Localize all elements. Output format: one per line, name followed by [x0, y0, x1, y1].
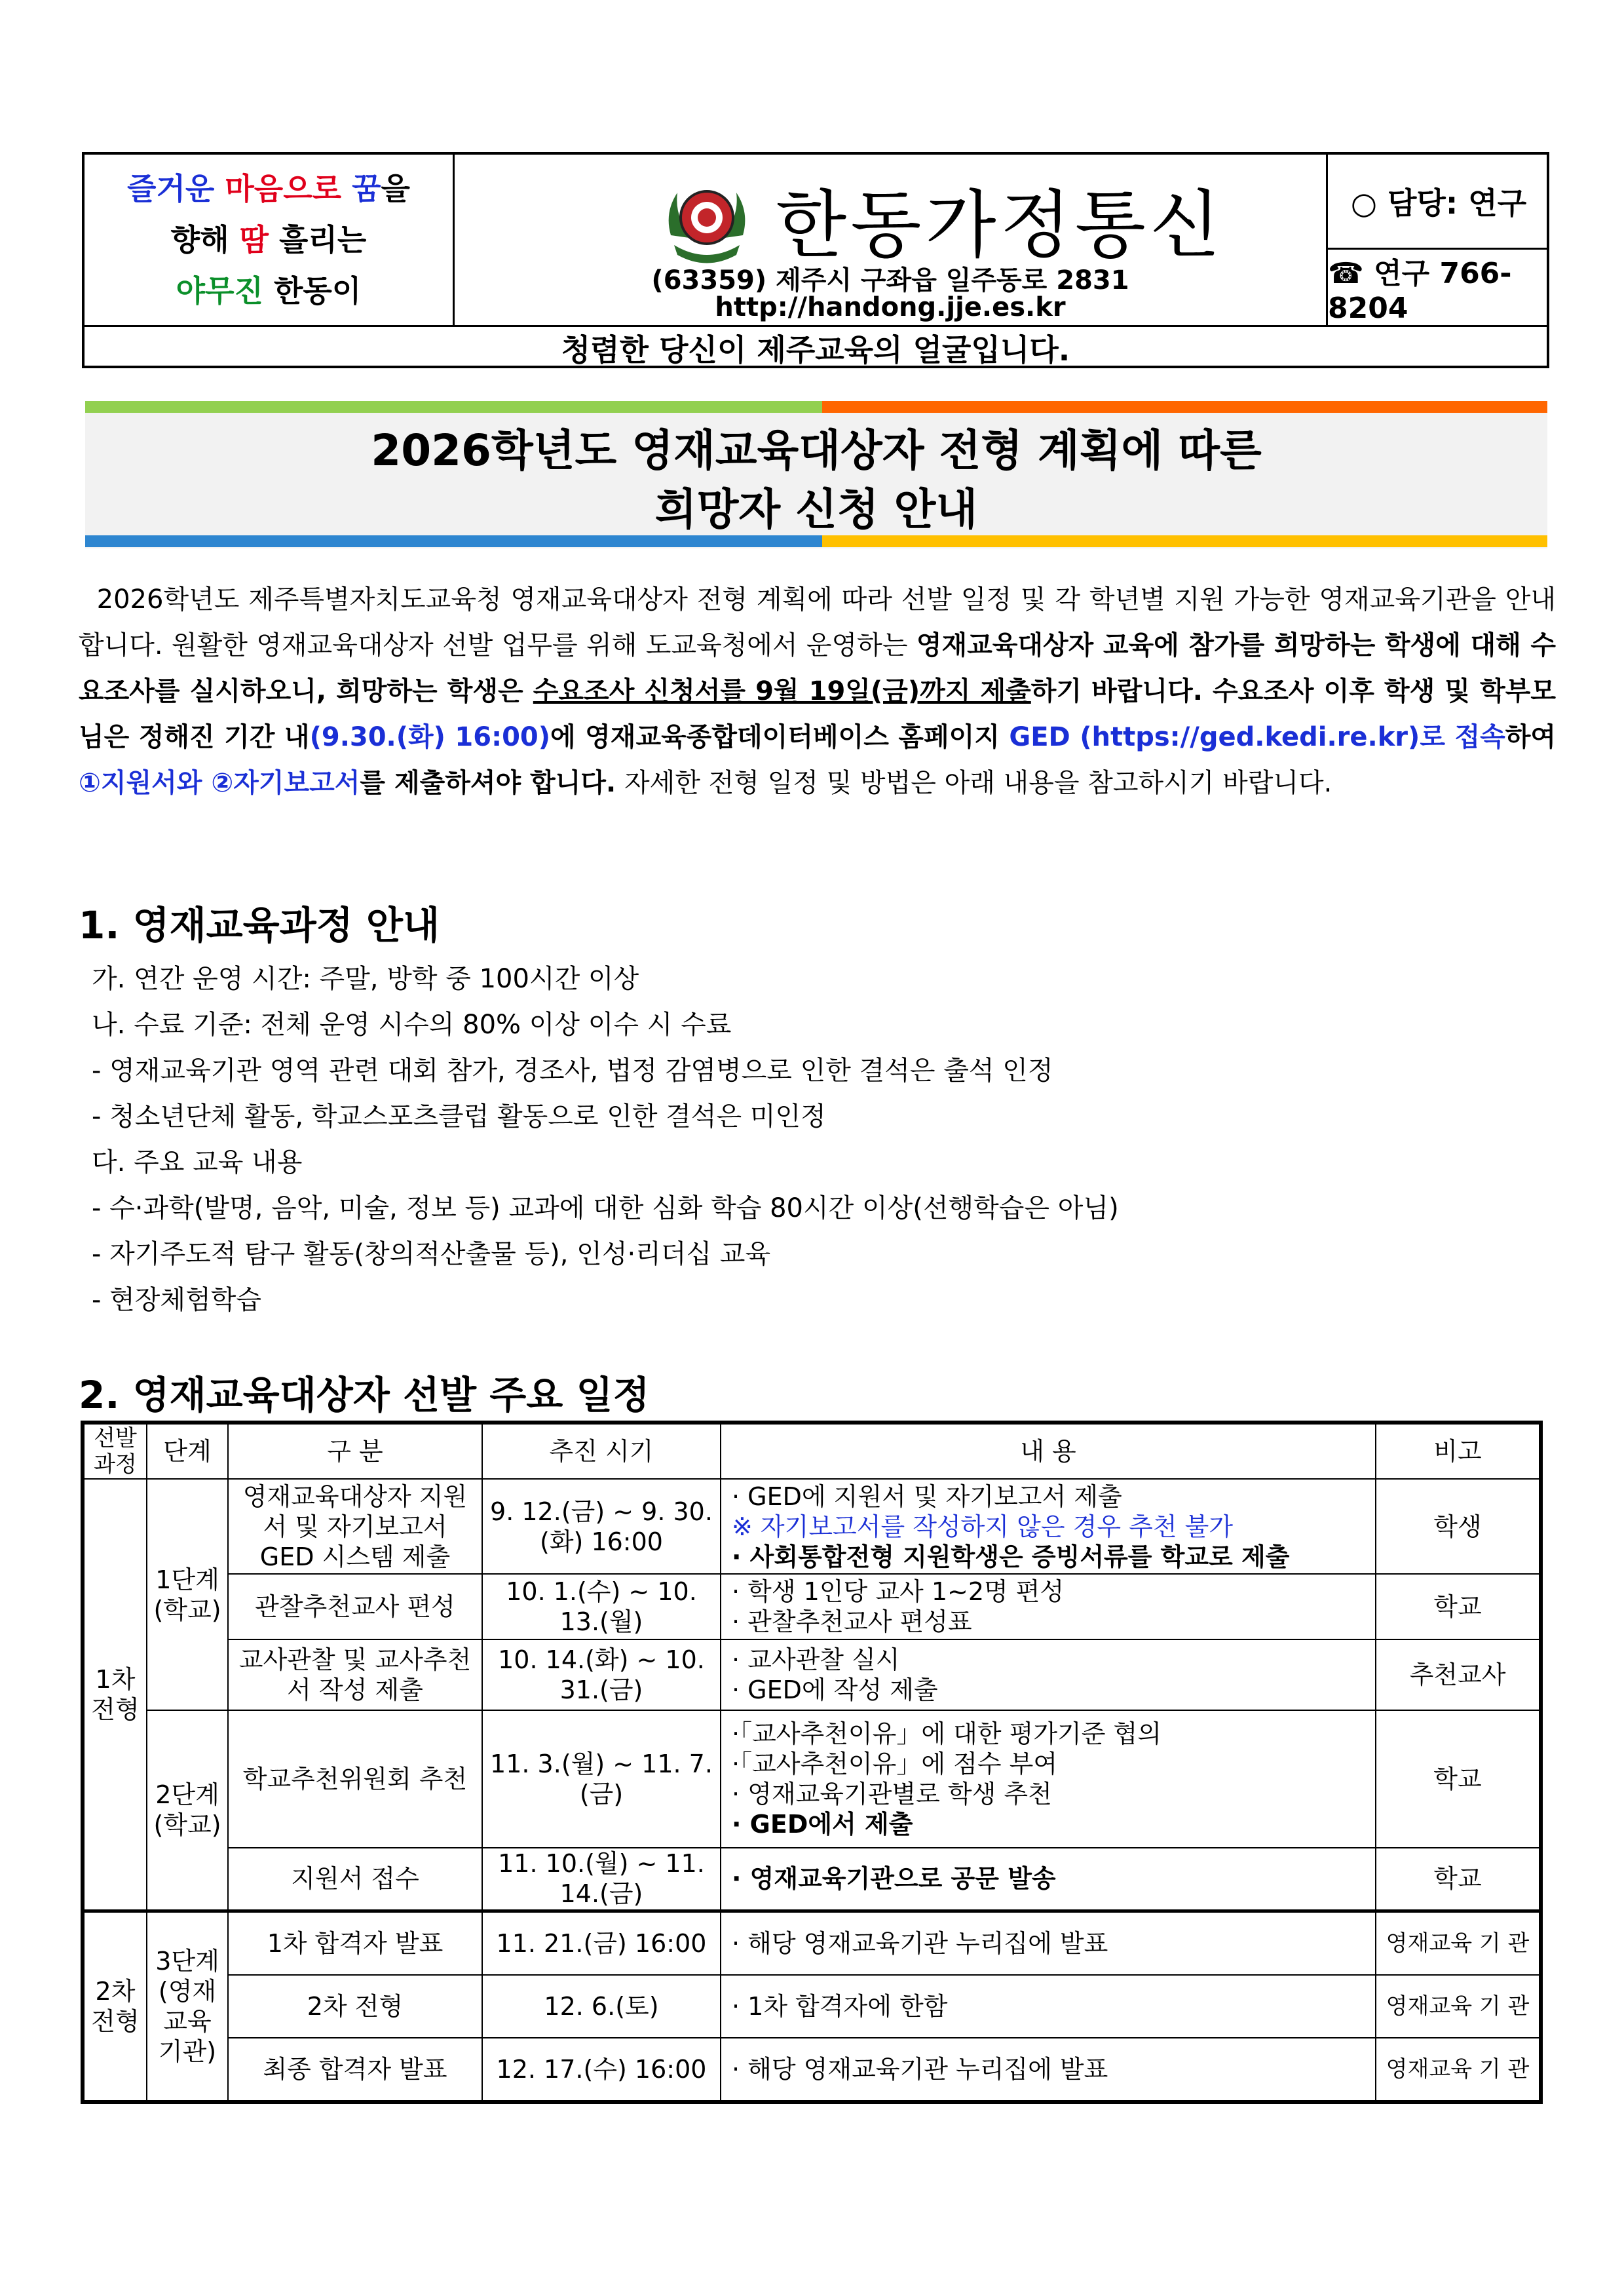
- content-line: · GED에 작성 제출: [732, 1675, 938, 1704]
- newsletter-masthead: [455, 155, 1326, 325]
- intro-text: 자세한 전형 일정 및 방법은 아래 내용을 참고하시기 바랍니다.: [616, 768, 1332, 798]
- note-cell: 추천교사: [1376, 1639, 1539, 1710]
- slogan-line-3: [176, 265, 362, 316]
- content-line: ·「교사추천이유」에 점수 부여: [732, 1750, 1058, 1778]
- section-1-item: 나. 수료 기준: 전체 운영 시수의 80% 이상 이수 시 수료: [92, 1010, 732, 1040]
- intro-deadline-time: (9.30.(화) 16:00): [309, 722, 551, 752]
- section-2-heading: 2. 영재교육대상자 선발 주요 일정: [79, 1373, 650, 1417]
- ged-link[interactable]: GED (https://ged.kedi.re.kr)로 접속: [1009, 722, 1505, 752]
- stage-cell: 1단계 (학교): [147, 1479, 228, 1710]
- period-cell: 11. 21.(금) 16:00: [482, 1911, 721, 1975]
- period-cell: 11. 10.(월) ~ 11. 14.(금): [482, 1848, 721, 1911]
- category-cell: 2차 전형: [228, 1975, 482, 2038]
- content-cell: · 해당 영재교육기관 누리집에 발표: [721, 1911, 1376, 1975]
- section-1-heading: 1. 영재교육과정 안내: [79, 903, 440, 947]
- category-cell: 관찰추천교사 편성: [228, 1574, 482, 1639]
- contact-box: [1326, 155, 1549, 325]
- section-1-item: 다. 주요 교육 내용: [92, 1147, 303, 1177]
- period-cell: 10. 1.(수) ~ 10. 13.(월): [482, 1574, 721, 1639]
- page-title-line-2: 희망자 신청 안내: [654, 484, 978, 535]
- category-cell: 1차 합격자 발표: [228, 1911, 482, 1975]
- table-header: 선발과정: [84, 1424, 147, 1479]
- content-cell: [721, 1710, 1376, 1848]
- intro-bold: 영재교육대상자 교육에 참가를 희망하는 학생에 대해 수요조사를 실시하오니, 희망하는 학생은: [79, 630, 1556, 706]
- newsletter-header: [82, 152, 1549, 368]
- content-warning: ※ 자기보고서를 작성하지 않은 경우 추천 불가: [732, 1512, 1234, 1541]
- category-cell: 교사관찰 및 교사추천서 작성 제출: [228, 1639, 482, 1710]
- content-cell: [721, 1479, 1376, 1574]
- table-row: [84, 1911, 1539, 1975]
- note-cell: 학교: [1376, 1710, 1539, 1848]
- intro-bold: 하여: [1505, 722, 1556, 752]
- content-cell: [721, 1639, 1376, 1710]
- note-cell: 영재교육 기 관: [1376, 1975, 1539, 2038]
- content-line: · GED에 지원서 및 자기보고서 제출: [732, 1482, 1122, 1511]
- slogan-word: 향해: [170, 222, 229, 258]
- section-1-item: - 자기주도적 탐구 활동(창의적산출물 등), 인성·리더십 교육: [92, 1239, 771, 1269]
- content-line: ·「교사추천이유」에 대한 평가기준 협의: [732, 1719, 1161, 1748]
- content-line: · 영재교육기관별로 학생 추천: [732, 1780, 1052, 1808]
- contact-person: ○ 담당: 연구: [1328, 155, 1549, 250]
- intro-text: 2026학년도 제주특별자치도교육청 영재교육대상자 전형 계획에 따라 선발 일정 및 각 학년별 지원 가능한 영재교육기관을 안내합니다. 원활한 영재교육대상자 선발 업무를 위해 도교육청에서 운영하는: [79, 584, 1556, 660]
- school-emblem-icon: [658, 173, 756, 271]
- note-cell: 학교: [1376, 1574, 1539, 1639]
- table-header-row: [84, 1424, 1539, 1479]
- intro-paragraph: [79, 577, 1556, 806]
- category-cell: 최종 합격자 발표: [228, 2038, 482, 2101]
- content-cell: · 영재교육기관으로 공문 발송: [721, 1848, 1376, 1911]
- content-line: · GED에서 제출: [732, 1810, 913, 1839]
- section-1-item: - 청소년단체 활동, 학교스포츠클럽 활동으로 인한 결석은 미인정: [92, 1101, 826, 1132]
- content-line: · 교사관찰 실시: [732, 1645, 900, 1674]
- period-cell: 11. 3.(월) ~ 11. 7.(금): [482, 1710, 721, 1848]
- table-header: 비고: [1376, 1424, 1539, 1479]
- table-row: [84, 1639, 1539, 1710]
- banner-bar: [85, 535, 822, 547]
- table-header: 내 용: [721, 1424, 1376, 1479]
- round-cell: 2차 전형: [84, 1911, 147, 2101]
- table-header: 단계: [147, 1424, 228, 1479]
- content-cell: · 1차 합격자에 한함: [721, 1975, 1376, 2038]
- table-header: 구 분: [228, 1424, 482, 1479]
- period-cell: 12. 17.(수) 16:00: [482, 2038, 721, 2101]
- table-row: [84, 1848, 1539, 1911]
- note-cell: 학교: [1376, 1848, 1539, 1911]
- intro-bold: 하기 바랍니다. 수요조사 이후 학생 및 학부모님은 정해진 기간 내: [79, 676, 1556, 752]
- school-url[interactable]: http://handong.jje.es.kr: [715, 292, 1066, 322]
- table-row: [84, 1975, 1539, 2038]
- stage-cell: 3단계 (영재 교육 기관): [147, 1911, 228, 2101]
- intro-bold: 를 제출하셔야 합니다.: [360, 768, 616, 798]
- content-line: · 학생 1인당 교사 1~2명 편성: [732, 1577, 1065, 1606]
- newsletter-title: 한동가정통신: [776, 183, 1225, 268]
- note-cell: 영재교육 기 관: [1376, 1911, 1539, 1975]
- slogan-word: 을: [381, 171, 410, 206]
- table-row: [84, 1479, 1539, 1574]
- slogan-line-2: [171, 214, 367, 265]
- content-cell: · 해당 영재교육기관 누리집에 발표: [721, 2038, 1376, 2101]
- content-line: · 관찰추천교사 편성표: [732, 1607, 972, 1636]
- note-cell: 학생: [1376, 1479, 1539, 1574]
- motto: 청렴한 당신이 제주교육의 얼굴입니다.: [85, 325, 1547, 368]
- title-banner: [85, 401, 1547, 548]
- table-row: [84, 1574, 1539, 1639]
- period-cell: 12. 6.(토): [482, 1975, 721, 2038]
- slogan-line-1: [127, 163, 410, 214]
- section-1-item: - 현장체험학습: [92, 1285, 261, 1315]
- schedule-table: [83, 1423, 1540, 2101]
- section-1-item: - 수·과학(발명, 음악, 미술, 정보 등) 교과에 대한 심화 학습 80시간 이상(선행학습은 아님): [92, 1193, 1119, 1223]
- intro-bold: 에 영재교육종합데이터베이스 홈페이지: [550, 722, 1010, 752]
- slogan-word: 땀: [239, 222, 269, 258]
- banner-bar: [822, 401, 1547, 413]
- slogan-word: 즐거운: [127, 171, 215, 206]
- section-1-item: - 영재교육기관 영역 관련 대회 참가, 경조사, 법정 감염병으로 인한 결석은 출석 인정: [92, 1056, 1053, 1086]
- category-cell: 학교추천위원회 추천: [228, 1710, 482, 1848]
- table-row: [84, 2038, 1539, 2101]
- banner-bar: [85, 401, 822, 413]
- school-address: (63359) 제주시 구좌읍 일주동로 2831: [651, 265, 1129, 296]
- note-cell: 영재교육 기 관: [1376, 2038, 1539, 2101]
- page-title-line-1: 2026학년도 영재교육대상자 전형 계획에 따른: [371, 425, 1262, 476]
- intro-documents: ①지원서와 ②자기보고서: [79, 768, 360, 798]
- stage-cell: 2단계 (학교): [147, 1710, 228, 1911]
- slogan-word: 꿈: [352, 171, 381, 206]
- round-cell: 1차 전형: [84, 1479, 147, 1911]
- intro-deadline: 수요조사 신청서를 9월 19일(금)까지 제출: [533, 676, 1031, 706]
- slogan-word: 야무진: [176, 273, 263, 309]
- category-cell: 지원서 접수: [228, 1848, 482, 1911]
- content-cell: [721, 1574, 1376, 1639]
- category-cell: 영재교육대상자 지원서 및 자기보고서 GED 시스템 제출: [228, 1479, 482, 1574]
- school-slogan: [85, 155, 455, 325]
- table-row: [84, 1710, 1539, 1848]
- period-cell: 9. 12.(금) ~ 9. 30.(화) 16:00: [482, 1479, 721, 1574]
- contact-phone: ☎ 연구 766-8204: [1328, 257, 1512, 325]
- period-cell: 10. 14.(화) ~ 10. 31.(금): [482, 1639, 721, 1710]
- slogan-word: 마음으로: [225, 171, 342, 206]
- section-1-item: 가. 연간 운영 시간: 주말, 방학 중 100시간 이상: [92, 964, 639, 994]
- slogan-word: 한동이: [274, 273, 362, 309]
- content-line: · 사회통합전형 지원학생은 증빙서류를 학교로 제출: [732, 1542, 1290, 1571]
- slogan-word: 흘리는: [279, 222, 367, 258]
- table-header: 추진 시기: [482, 1424, 721, 1479]
- banner-bar: [822, 535, 1547, 547]
